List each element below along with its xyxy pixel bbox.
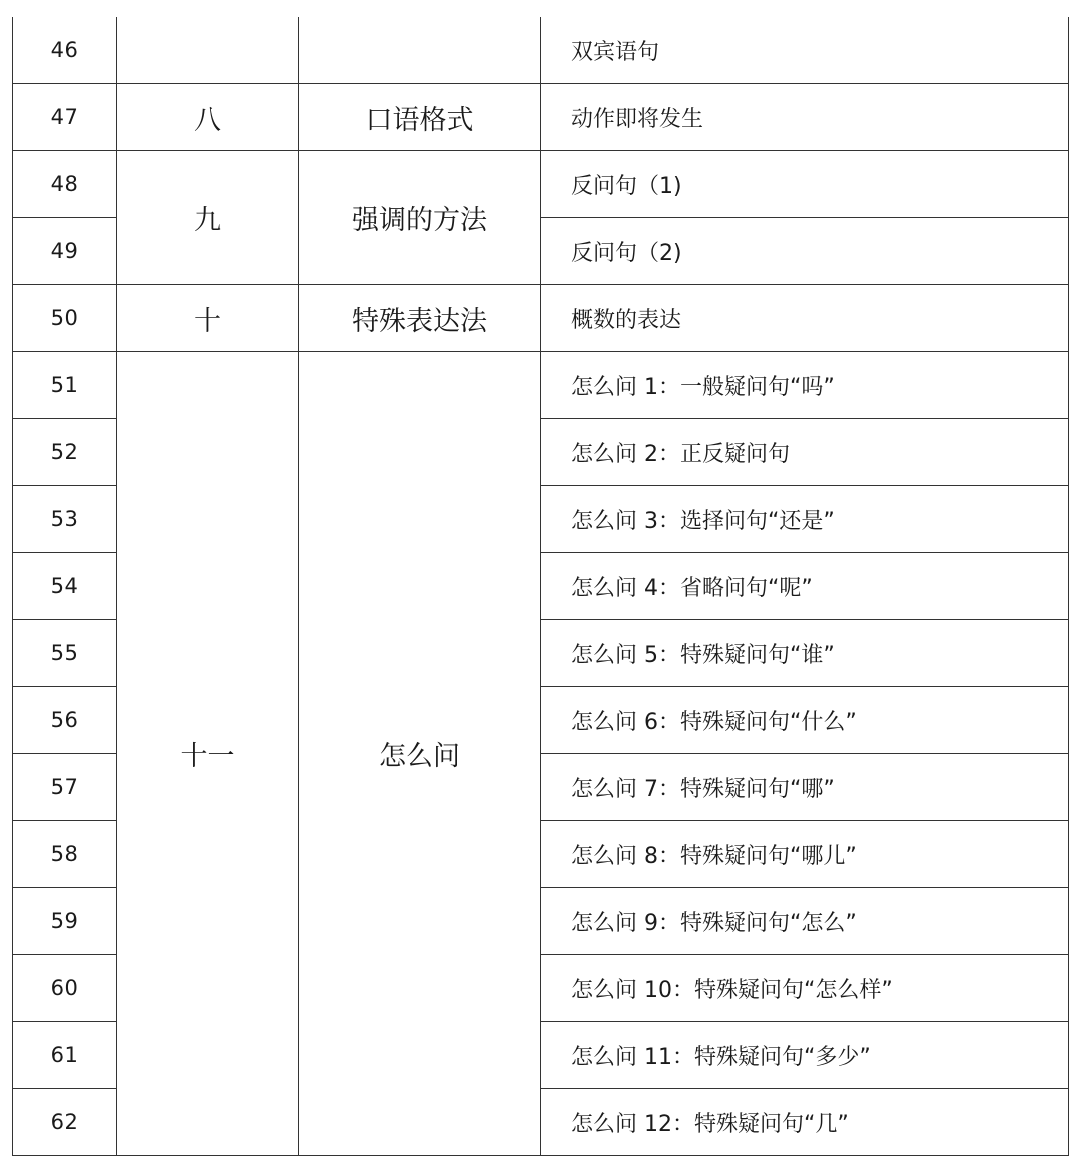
row-number: 59 xyxy=(13,888,117,955)
row-number: 62 xyxy=(13,1089,117,1156)
row-number: 51 xyxy=(13,352,117,419)
row-number: 46 xyxy=(13,17,117,84)
row-number: 55 xyxy=(13,620,117,687)
item-cell: 动作即将发生 xyxy=(541,84,1069,151)
row-number: 52 xyxy=(13,419,117,486)
item-cell: 怎么问 1：一般疑问句“吗” xyxy=(541,352,1069,419)
table-row xyxy=(13,17,1069,84)
item-cell: 怎么问 5：特殊疑问句“谁” xyxy=(541,620,1069,687)
item-cell: 反问句（2) xyxy=(541,218,1069,285)
item-cell: 怎么问 3：选择问句“还是” xyxy=(541,486,1069,553)
topic-cell: 特殊表达法 xyxy=(299,285,541,352)
unit-cell-empty xyxy=(117,17,299,84)
item-cell: 怎么问 7：特殊疑问句“哪” xyxy=(541,754,1069,821)
item-cell: 怎么问 9：特殊疑问句“怎么” xyxy=(541,888,1069,955)
row-number: 57 xyxy=(13,754,117,821)
row-number: 48 xyxy=(13,151,117,218)
row-number: 47 xyxy=(13,84,117,151)
item-cell: 概数的表达 xyxy=(541,285,1069,352)
item-cell: 怎么问 2：正反疑问句 xyxy=(541,419,1069,486)
table-row xyxy=(13,352,1069,419)
item-cell: 双宾语句 xyxy=(541,17,1069,84)
item-cell: 怎么问 10：特殊疑问句“怎么样” xyxy=(541,955,1069,1022)
row-number: 58 xyxy=(13,821,117,888)
item-cell: 怎么问 6：特殊疑问句“什么” xyxy=(541,687,1069,754)
item-cell: 反问句（1) xyxy=(541,151,1069,218)
item-cell: 怎么问 12：特殊疑问句“几” xyxy=(541,1089,1069,1156)
unit-cell: 八 xyxy=(117,84,299,151)
item-cell: 怎么问 8：特殊疑问句“哪儿” xyxy=(541,821,1069,888)
row-number: 53 xyxy=(13,486,117,553)
unit-cell: 九 xyxy=(117,151,299,285)
row-number: 50 xyxy=(13,285,117,352)
grammar-table xyxy=(12,17,1069,1156)
topic-cell-empty xyxy=(299,17,541,84)
row-number: 61 xyxy=(13,1022,117,1089)
row-number: 54 xyxy=(13,553,117,620)
unit-cell: 十一 xyxy=(117,352,299,1156)
row-number: 60 xyxy=(13,955,117,1022)
item-cell: 怎么问 4：省略问句“呢” xyxy=(541,553,1069,620)
topic-cell: 口语格式 xyxy=(299,84,541,151)
row-number: 56 xyxy=(13,687,117,754)
item-cell: 怎么问 11：特殊疑问句“多少” xyxy=(541,1022,1069,1089)
topic-cell: 怎么问 xyxy=(299,352,541,1156)
table-row xyxy=(13,285,1069,352)
topic-cell: 强调的方法 xyxy=(299,151,541,285)
table-row xyxy=(13,84,1069,151)
table-row xyxy=(13,151,1069,218)
unit-cell: 十 xyxy=(117,285,299,352)
row-number: 49 xyxy=(13,218,117,285)
